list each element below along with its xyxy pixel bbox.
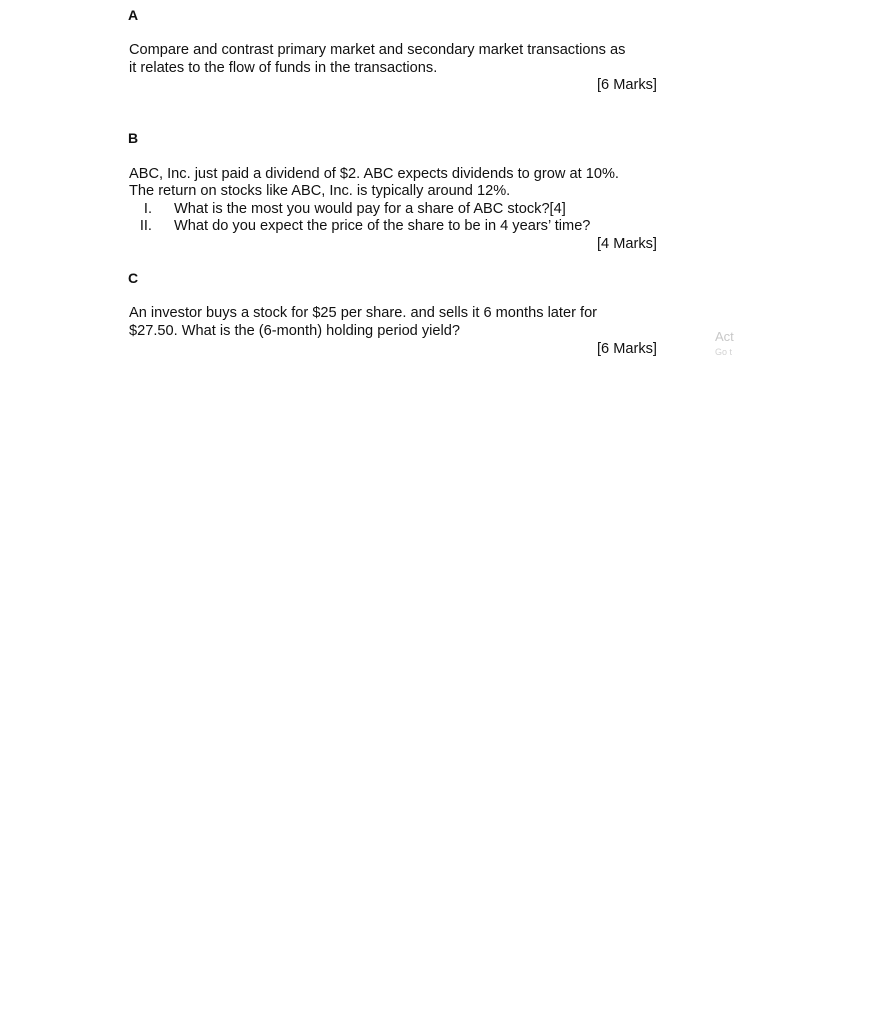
section-c-marks: [6 Marks]	[596, 341, 657, 357]
activation-watermark-title: Act	[715, 329, 734, 344]
section-b-marks: [4 Marks]	[596, 236, 657, 252]
section-c-heading: C	[128, 270, 139, 286]
section-a-line-1: Compare and contrast primary market and secondary market transactions as	[129, 42, 626, 58]
section-c-line-2: $27.50. What is the (6-month) holding period yield?	[129, 323, 460, 339]
section-b-item-1-text: What is the most you would pay for a share of ABC stock?[4]	[174, 201, 566, 217]
section-b-item-1-number: I.	[143, 201, 152, 217]
section-c-line-1: An investor buys a stock for $25 per share. and sells it 6 months later for	[129, 305, 598, 321]
section-b-item-2-text: What do you expect the price of the share to be in 4 years’ time?	[174, 218, 591, 234]
activation-watermark-subtitle: Go t	[715, 347, 733, 357]
section-b-item-2-number: II.	[139, 218, 152, 234]
section-a-line-2: it relates to the flow of funds in the transactions.	[129, 60, 438, 76]
section-a-heading: A	[128, 7, 139, 23]
section-b-line-1: ABC, Inc. just paid a dividend of $2. ABC expects dividends to grow at 10%.	[129, 166, 619, 182]
section-b-line-2: The return on stocks like ABC, Inc. is typically around 12%.	[129, 183, 511, 199]
section-b-heading: B	[128, 130, 139, 146]
section-a-marks: [6 Marks]	[596, 77, 657, 93]
